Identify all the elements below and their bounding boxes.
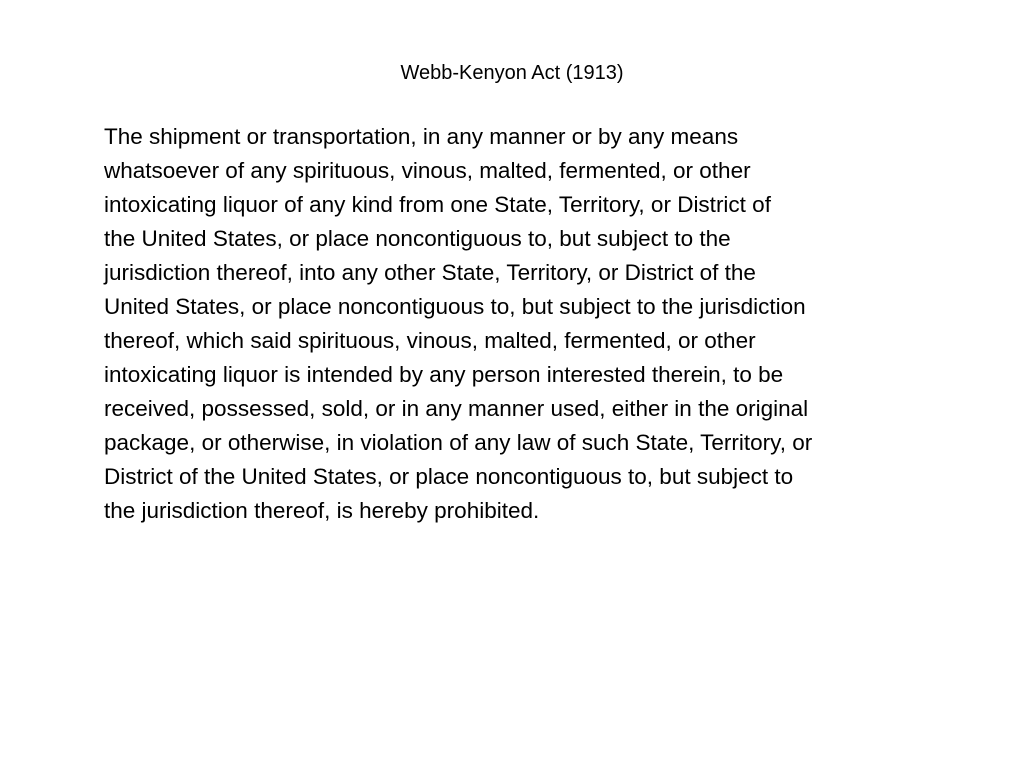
body-line: the United States, or place noncontiguous to, but subject to the — [104, 226, 731, 251]
slide-body-text — [104, 120, 944, 528]
body-line: whatsoever of any spirituous, vinous, malted, fermented, or other — [104, 158, 751, 183]
body-line: intoxicating liquor is intended by any person interested therein, to be — [104, 362, 784, 387]
body-line: jurisdiction thereof, into any other State, Territory, or District of the — [104, 260, 756, 285]
body-line: thereof, which said spirituous, vinous, malted, fermented, or other — [104, 328, 756, 353]
body-line: the jurisdiction thereof, is hereby prohibited. — [104, 498, 540, 523]
body-line: The shipment or transportation, in any manner or by any means — [104, 124, 739, 149]
body-line: package, or otherwise, in violation of any law of such State, Territory, or — [104, 430, 813, 455]
body-line: received, possessed, sold, or in any manner used, either in the original — [104, 396, 809, 421]
slide-title: Webb-Kenyon Act (1913) — [400, 62, 624, 84]
body-line: United States, or place noncontiguous to, but subject to the jurisdiction — [104, 294, 806, 319]
body-line: District of the United States, or place noncontiguous to, but subject to — [104, 464, 794, 489]
body-line: intoxicating liquor of any kind from one State, Territory, or District of — [104, 192, 771, 217]
